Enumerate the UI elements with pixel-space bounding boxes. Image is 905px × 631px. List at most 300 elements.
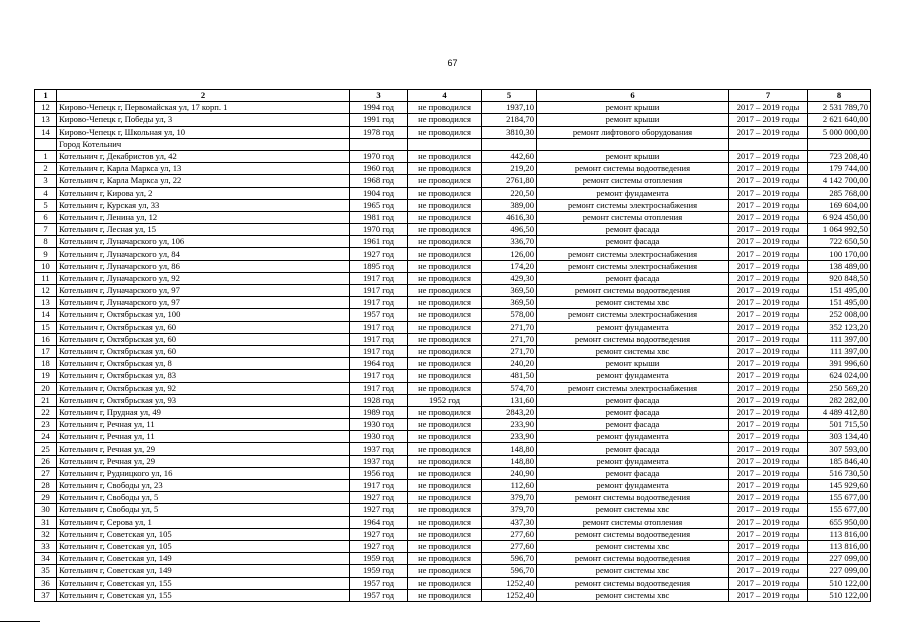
cell-work: ремонт системы хвс xyxy=(537,565,729,577)
cell-year: 1927 год xyxy=(350,528,408,540)
cell-addr: Котельнич г, Карла Маркса ул, 13 xyxy=(57,163,350,175)
cell-status: не проводился xyxy=(408,553,482,565)
cell-cost xyxy=(808,138,871,150)
cell-cost: 722 650,50 xyxy=(808,236,871,248)
cell-period: 2017 – 2019 годы xyxy=(729,370,808,382)
table-row xyxy=(35,175,871,187)
cell-work: ремонт системы водоотведения xyxy=(537,553,729,565)
col-header: 5 xyxy=(482,90,537,102)
table-row xyxy=(35,138,871,150)
cell-addr: Котельнич г, Ленина ул, 12 xyxy=(57,211,350,223)
cell-status: не проводился xyxy=(408,565,482,577)
cell-addr: Котельнич г, Советская ул, 105 xyxy=(57,540,350,552)
cell-period: 2017 – 2019 годы xyxy=(729,114,808,126)
cell-area: 240,90 xyxy=(482,467,537,479)
cell-year: 1895 год xyxy=(350,260,408,272)
cell-work: ремонт крыши xyxy=(537,114,729,126)
cell-addr: Котельнич г, Прудная ул, 49 xyxy=(57,406,350,418)
cell-n: 31 xyxy=(35,516,57,528)
cell-status: не проводился xyxy=(408,211,482,223)
cell-cost: 169 604,00 xyxy=(808,199,871,211)
cell-area: 429,30 xyxy=(482,272,537,284)
cell-work: ремонт крыши xyxy=(537,150,729,162)
cell-n: 36 xyxy=(35,577,57,589)
cell-addr: Котельнич г, Октябрьская ул, 60 xyxy=(57,345,350,357)
table-row xyxy=(35,516,871,528)
cell-n: 13 xyxy=(35,114,57,126)
cell-period: 2017 – 2019 годы xyxy=(729,272,808,284)
cell-status: не проводился xyxy=(408,455,482,467)
cell-n: 14 xyxy=(35,309,57,321)
table-header-row xyxy=(35,90,871,102)
cell-period: 2017 – 2019 годы xyxy=(729,187,808,199)
cell-area: 219,20 xyxy=(482,163,537,175)
cell-cost: 113 816,00 xyxy=(808,540,871,552)
cell-cost: 655 950,00 xyxy=(808,516,871,528)
cell-n: 4 xyxy=(35,187,57,199)
cell-year: 1991 год xyxy=(350,114,408,126)
cell-area: 2843,20 xyxy=(482,406,537,418)
cell-year: 1959 год xyxy=(350,565,408,577)
cell-work: ремонт фасада xyxy=(537,443,729,455)
cell-status: не проводился xyxy=(408,248,482,260)
cell-cost: 723 208,40 xyxy=(808,150,871,162)
col-header: 3 xyxy=(350,90,408,102)
cell-n: 15 xyxy=(35,321,57,333)
cell-addr: Котельнич г, Декабристов ул, 42 xyxy=(57,150,350,162)
cell-cost: 151 495,00 xyxy=(808,297,871,309)
cell-addr: Котельнич г, Речная ул, 29 xyxy=(57,455,350,467)
cell-work: ремонт крыши xyxy=(537,102,729,114)
cell-addr: Город Котельнич xyxy=(57,138,350,150)
cell-n: 1 xyxy=(35,150,57,162)
table-row xyxy=(35,528,871,540)
cell-addr: Котельнич г, Октябрьская ул, 60 xyxy=(57,333,350,345)
table-row xyxy=(35,150,871,162)
cell-work: ремонт системы водоотведения xyxy=(537,577,729,589)
cell-work: ремонт фундамента xyxy=(537,321,729,333)
cell-status: не проводился xyxy=(408,321,482,333)
cell-n: 33 xyxy=(35,540,57,552)
cell-addr: Кирово-Чепецк г, Школьная ул, 10 xyxy=(57,126,350,138)
cell-cost: 624 024,00 xyxy=(808,370,871,382)
cell-n: 18 xyxy=(35,358,57,370)
cell-area: 148,80 xyxy=(482,443,537,455)
cell-year: 1937 год xyxy=(350,443,408,455)
table-row xyxy=(35,248,871,260)
cell-year: 1957 год xyxy=(350,577,408,589)
cell-cost: 510 122,00 xyxy=(808,577,871,589)
cell-addr: Котельнич г, Советская ул, 155 xyxy=(57,577,350,589)
cell-cost: 185 846,40 xyxy=(808,455,871,467)
cell-period: 2017 – 2019 годы xyxy=(729,285,808,297)
cell-period: 2017 – 2019 годы xyxy=(729,333,808,345)
cell-status: не проводился xyxy=(408,516,482,528)
cell-n: 32 xyxy=(35,528,57,540)
cell-status: не проводился xyxy=(408,480,482,492)
cell-cost: 1 064 992,50 xyxy=(808,224,871,236)
cell-addr: Котельнич г, Октябрьская ул, 93 xyxy=(57,394,350,406)
cell-cost: 303 134,40 xyxy=(808,431,871,443)
cell-work: ремонт фасада xyxy=(537,224,729,236)
table-row xyxy=(35,272,871,284)
table-row xyxy=(35,260,871,272)
cell-cost: 145 929,60 xyxy=(808,480,871,492)
cell-cost: 250 569,20 xyxy=(808,382,871,394)
cell-year: 1917 год xyxy=(350,480,408,492)
cell-status: не проводился xyxy=(408,150,482,162)
cell-cost: 113 816,00 xyxy=(808,528,871,540)
cell-work: ремонт системы хвс xyxy=(537,504,729,516)
cell-area: 369,50 xyxy=(482,297,537,309)
table-row xyxy=(35,333,871,345)
cell-cost: 155 677,00 xyxy=(808,492,871,504)
cell-year xyxy=(350,138,408,150)
cell-status: не проводился xyxy=(408,492,482,504)
cell-year: 1930 год xyxy=(350,419,408,431)
cell-addr: Котельнич г, Луначарского ул, 86 xyxy=(57,260,350,272)
cell-status: не проводился xyxy=(408,431,482,443)
cell-n: 26 xyxy=(35,455,57,467)
table-row xyxy=(35,163,871,175)
cell-work: ремонт системы водоотведения xyxy=(537,163,729,175)
cell-cost: 111 397,00 xyxy=(808,333,871,345)
cell-n: 28 xyxy=(35,480,57,492)
cell-status: 1952 год xyxy=(408,394,482,406)
cell-n: 16 xyxy=(35,333,57,345)
cell-area: 131,60 xyxy=(482,394,537,406)
table-row xyxy=(35,297,871,309)
cell-year: 1917 год xyxy=(350,345,408,357)
cell-status: не проводился xyxy=(408,467,482,479)
cell-area: 379,70 xyxy=(482,492,537,504)
cell-area: 148,80 xyxy=(482,455,537,467)
cell-status: не проводился xyxy=(408,224,482,236)
cell-n: 12 xyxy=(35,285,57,297)
cell-work: ремонт системы отопления xyxy=(537,211,729,223)
cell-addr: Котельнич г, Рудницкого ул, 16 xyxy=(57,467,350,479)
cell-work: ремонт фасада xyxy=(537,419,729,431)
cell-year: 1978 год xyxy=(350,126,408,138)
cell-period: 2017 – 2019 годы xyxy=(729,553,808,565)
cell-addr: Котельнич г, Серова ул, 1 xyxy=(57,516,350,528)
table-row xyxy=(35,504,871,516)
cell-status: не проводился xyxy=(408,126,482,138)
cell-n: 14 xyxy=(35,126,57,138)
cell-addr: Котельнич г, Кирова ул, 2 xyxy=(57,187,350,199)
cell-n: 19 xyxy=(35,370,57,382)
cell-period: 2017 – 2019 годы xyxy=(729,345,808,357)
table-row xyxy=(35,443,871,455)
cell-year: 1961 год xyxy=(350,236,408,248)
cell-area: 481,50 xyxy=(482,370,537,382)
cell-work: ремонт системы водоотведения xyxy=(537,285,729,297)
table-row xyxy=(35,114,871,126)
cell-year: 1930 год xyxy=(350,431,408,443)
cell-period: 2017 – 2019 годы xyxy=(729,321,808,333)
cell-period: 2017 – 2019 годы xyxy=(729,589,808,601)
table-row xyxy=(35,187,871,199)
cell-cost: 179 744,00 xyxy=(808,163,871,175)
cell-n: 12 xyxy=(35,102,57,114)
cell-year: 1959 год xyxy=(350,553,408,565)
cell-addr: Котельнич г, Речная ул, 11 xyxy=(57,431,350,443)
cell-period: 2017 – 2019 годы xyxy=(729,406,808,418)
cell-year: 1937 год xyxy=(350,455,408,467)
table-row xyxy=(35,577,871,589)
cell-area: 4616,30 xyxy=(482,211,537,223)
cell-addr: Котельнич г, Советская ул, 149 xyxy=(57,553,350,565)
cell-period: 2017 – 2019 годы xyxy=(729,431,808,443)
cell-area: 2184,70 xyxy=(482,114,537,126)
table-row xyxy=(35,406,871,418)
cell-area: 1937,10 xyxy=(482,102,537,114)
cell-addr: Котельнич г, Октябрьская ул, 92 xyxy=(57,382,350,394)
cell-n: 29 xyxy=(35,492,57,504)
cell-period: 2017 – 2019 годы xyxy=(729,419,808,431)
col-header: 6 xyxy=(537,90,729,102)
cell-year: 1956 год xyxy=(350,467,408,479)
table-row xyxy=(35,394,871,406)
cell-status: не проводился xyxy=(408,358,482,370)
cell-period: 2017 – 2019 годы xyxy=(729,516,808,528)
repair-schedule-table xyxy=(34,89,871,602)
cell-addr: Котельнич г, Луначарского ул, 97 xyxy=(57,297,350,309)
cell-addr: Котельнич г, Луначарского ул, 92 xyxy=(57,272,350,284)
table-row xyxy=(35,236,871,248)
page-number: 67 xyxy=(447,58,458,68)
footnote-divider xyxy=(0,621,40,622)
cell-work: ремонт системы отопления xyxy=(537,516,729,528)
cell-addr: Котельнич г, Речная ул, 29 xyxy=(57,443,350,455)
cell-n: 24 xyxy=(35,431,57,443)
cell-area: 271,70 xyxy=(482,333,537,345)
cell-status: не проводился xyxy=(408,285,482,297)
cell-area: 596,70 xyxy=(482,565,537,577)
table-row xyxy=(35,419,871,431)
cell-area: 3810,30 xyxy=(482,126,537,138)
table-row xyxy=(35,455,871,467)
cell-year: 1957 год xyxy=(350,309,408,321)
cell-status: не проводился xyxy=(408,370,482,382)
cell-addr: Котельнич г, Советская ул, 149 xyxy=(57,565,350,577)
cell-addr: Котельнич г, Советская ул, 155 xyxy=(57,589,350,601)
cell-year: 1994 год xyxy=(350,102,408,114)
cell-work: ремонт системы электроснабжения xyxy=(537,199,729,211)
cell-year: 1927 год xyxy=(350,504,408,516)
cell-work: ремонт системы электроснабжения xyxy=(537,260,729,272)
cell-status: не проводился xyxy=(408,199,482,211)
cell-year: 1917 год xyxy=(350,321,408,333)
cell-work: ремонт фундамента xyxy=(537,431,729,443)
cell-cost: 252 008,00 xyxy=(808,309,871,321)
table-row xyxy=(35,285,871,297)
cell-period: 2017 – 2019 годы xyxy=(729,540,808,552)
cell-work: ремонт системы хвс xyxy=(537,589,729,601)
cell-cost: 111 397,00 xyxy=(808,345,871,357)
cell-n: 6 xyxy=(35,211,57,223)
cell-n: 34 xyxy=(35,553,57,565)
col-header: 8 xyxy=(808,90,871,102)
cell-area: 442,60 xyxy=(482,150,537,162)
cell-cost: 4 142 700,00 xyxy=(808,175,871,187)
col-header: 7 xyxy=(729,90,808,102)
cell-cost: 151 495,00 xyxy=(808,285,871,297)
cell-period: 2017 – 2019 годы xyxy=(729,126,808,138)
cell-addr: Котельнич г, Советская ул, 105 xyxy=(57,528,350,540)
cell-n: 2 xyxy=(35,163,57,175)
cell-period: 2017 – 2019 годы xyxy=(729,199,808,211)
cell-cost: 510 122,00 xyxy=(808,589,871,601)
cell-work: ремонт системы электроснабжения xyxy=(537,382,729,394)
cell-n: 7 xyxy=(35,224,57,236)
cell-area: 233,90 xyxy=(482,431,537,443)
cell-cost: 2 621 640,00 xyxy=(808,114,871,126)
cell-status: не проводился xyxy=(408,102,482,114)
cell-work: ремонт фасада xyxy=(537,272,729,284)
table-row xyxy=(35,358,871,370)
cell-n: 9 xyxy=(35,248,57,260)
cell-cost: 100 170,00 xyxy=(808,248,871,260)
cell-period xyxy=(729,138,808,150)
cell-period: 2017 – 2019 годы xyxy=(729,150,808,162)
cell-year: 1970 год xyxy=(350,150,408,162)
cell-work: ремонт лифтового оборудования xyxy=(537,126,729,138)
cell-n xyxy=(35,138,57,150)
cell-year: 1917 год xyxy=(350,297,408,309)
col-header: 1 xyxy=(35,90,57,102)
cell-n: 3 xyxy=(35,175,57,187)
cell-period: 2017 – 2019 годы xyxy=(729,309,808,321)
cell-status: не проводился xyxy=(408,382,482,394)
cell-period: 2017 – 2019 годы xyxy=(729,358,808,370)
cell-cost: 6 924 450,00 xyxy=(808,211,871,223)
cell-period: 2017 – 2019 годы xyxy=(729,492,808,504)
table-row xyxy=(35,492,871,504)
table-row xyxy=(35,589,871,601)
cell-period: 2017 – 2019 годы xyxy=(729,394,808,406)
cell-status: не проводился xyxy=(408,260,482,272)
cell-work: ремонт системы хвс xyxy=(537,345,729,357)
cell-cost: 352 123,20 xyxy=(808,321,871,333)
cell-year: 1917 год xyxy=(350,382,408,394)
cell-n: 35 xyxy=(35,565,57,577)
cell-period: 2017 – 2019 годы xyxy=(729,297,808,309)
cell-n: 10 xyxy=(35,260,57,272)
cell-period: 2017 – 2019 годы xyxy=(729,211,808,223)
cell-period: 2017 – 2019 годы xyxy=(729,480,808,492)
cell-area: 240,20 xyxy=(482,358,537,370)
cell-cost: 227 099,00 xyxy=(808,553,871,565)
cell-year: 1989 год xyxy=(350,406,408,418)
cell-status: не проводился xyxy=(408,419,482,431)
cell-period: 2017 – 2019 годы xyxy=(729,382,808,394)
cell-year: 1965 год xyxy=(350,199,408,211)
cell-status: не проводился xyxy=(408,297,482,309)
cell-work: ремонт фундамента xyxy=(537,455,729,467)
cell-n: 37 xyxy=(35,589,57,601)
cell-year: 1917 год xyxy=(350,333,408,345)
table-row xyxy=(35,382,871,394)
cell-area: 1252,40 xyxy=(482,589,537,601)
cell-status: не проводился xyxy=(408,163,482,175)
cell-cost: 155 677,00 xyxy=(808,504,871,516)
table-row xyxy=(35,565,871,577)
cell-area: 112,60 xyxy=(482,480,537,492)
table-row xyxy=(35,224,871,236)
cell-n: 11 xyxy=(35,272,57,284)
cell-area: 369,50 xyxy=(482,285,537,297)
cell-area: 277,60 xyxy=(482,540,537,552)
table-row xyxy=(35,370,871,382)
cell-area: 389,00 xyxy=(482,199,537,211)
table-row xyxy=(35,211,871,223)
cell-area: 496,50 xyxy=(482,224,537,236)
cell-addr: Котельнич г, Луначарского ул, 84 xyxy=(57,248,350,260)
cell-period: 2017 – 2019 годы xyxy=(729,565,808,577)
cell-n: 21 xyxy=(35,394,57,406)
cell-year: 1968 год xyxy=(350,175,408,187)
cell-status: не проводился xyxy=(408,406,482,418)
table-row xyxy=(35,431,871,443)
cell-status: не проводился xyxy=(408,187,482,199)
cell-cost: 227 099,00 xyxy=(808,565,871,577)
cell-work: ремонт системы водоотведения xyxy=(537,333,729,345)
cell-status xyxy=(408,138,482,150)
cell-cost: 5 000 000,00 xyxy=(808,126,871,138)
cell-n: 13 xyxy=(35,297,57,309)
cell-addr: Котельнич г, Курская ул, 33 xyxy=(57,199,350,211)
cell-area: 271,70 xyxy=(482,345,537,357)
table-row xyxy=(35,199,871,211)
table-row xyxy=(35,345,871,357)
cell-area: 2761,80 xyxy=(482,175,537,187)
cell-status: не проводился xyxy=(408,175,482,187)
cell-n: 5 xyxy=(35,199,57,211)
cell-period: 2017 – 2019 годы xyxy=(729,504,808,516)
cell-area: 1252,40 xyxy=(482,577,537,589)
cell-year: 1964 год xyxy=(350,358,408,370)
cell-work: ремонт системы водоотведения xyxy=(537,528,729,540)
cell-period: 2017 – 2019 годы xyxy=(729,102,808,114)
cell-cost: 920 848,50 xyxy=(808,272,871,284)
cell-work: ремонт системы водоотведения xyxy=(537,492,729,504)
cell-work: ремонт крыши xyxy=(537,358,729,370)
cell-year: 1981 год xyxy=(350,211,408,223)
col-header: 4 xyxy=(408,90,482,102)
cell-addr: Котельнич г, Октябрьская ул, 60 xyxy=(57,321,350,333)
cell-period: 2017 – 2019 годы xyxy=(729,248,808,260)
cell-work: ремонт фундамента xyxy=(537,187,729,199)
cell-n: 27 xyxy=(35,467,57,479)
cell-n: 22 xyxy=(35,406,57,418)
cell-addr: Котельнич г, Речная ул, 11 xyxy=(57,419,350,431)
cell-work: ремонт фасада xyxy=(537,406,729,418)
cell-work: ремонт фундамента xyxy=(537,480,729,492)
cell-n: 23 xyxy=(35,419,57,431)
cell-addr: Котельнич г, Луначарского ул, 106 xyxy=(57,236,350,248)
cell-work: ремонт фасада xyxy=(537,467,729,479)
cell-status: не проводился xyxy=(408,114,482,126)
cell-n: 17 xyxy=(35,345,57,357)
cell-area: 596,70 xyxy=(482,553,537,565)
cell-status: не проводился xyxy=(408,589,482,601)
cell-addr: Котельнич г, Октябрьская ул, 83 xyxy=(57,370,350,382)
cell-n: 8 xyxy=(35,236,57,248)
cell-cost: 282 282,00 xyxy=(808,394,871,406)
cell-area: 220,50 xyxy=(482,187,537,199)
cell-work: ремонт фасада xyxy=(537,394,729,406)
